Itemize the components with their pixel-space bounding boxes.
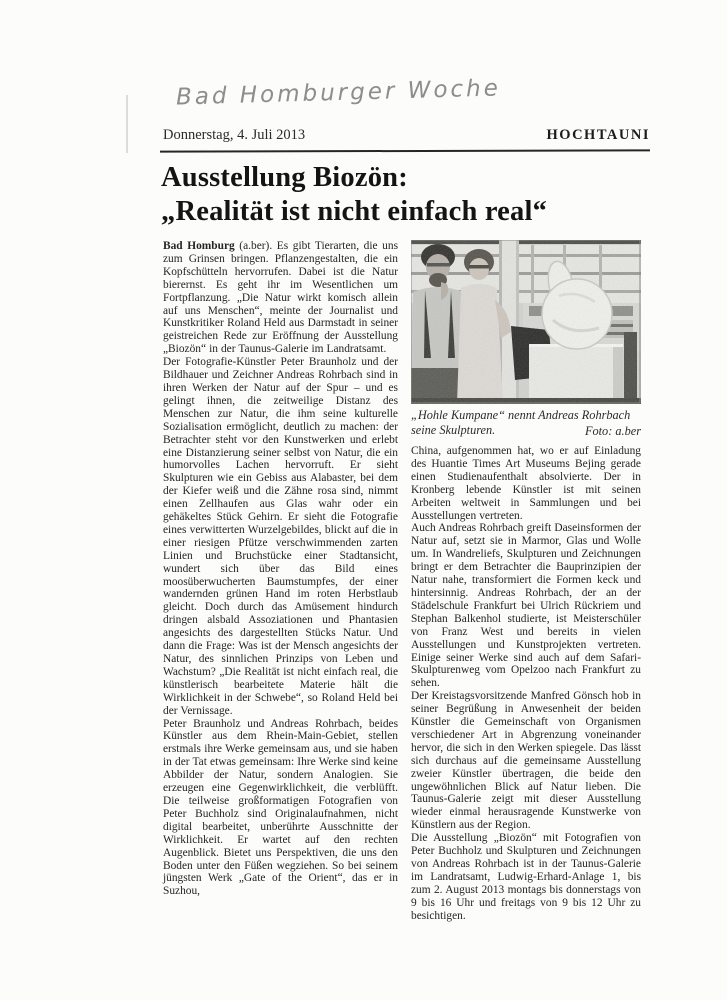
body-paragraph: Der Kreistagsvorsitzende Manfred Gönsch hob in seiner Begrüßung in Anwesenheit der beiden Künstler die Gemeinschaft von Organismen verschiedener Art in Abgrenzung voneinander hervor, die sich in den Werken spiegele. Das lässt sich durchaus auf die gemeinsame Ausstellung zweier Künstler übertragen, die beide den ungewöhnlichen Blick auf Natur lieben. Die Taunus-Galerie zeigt mit dieser Ausstellung wieder einmal herausragende Kunstwerke von Künstlern aus der Region.: [411, 690, 641, 832]
body-paragraph: Die Ausstellung „Biozön“ mit Fotografien von Peter Buchholz und Skulpturen und Zeichnungen von Andreas Rohrbach ist in der Taunus-Galerie im Landratsamt, Ludwig-Erhard-Anlage 1, bis zum 2. August 2013 montags bis donnerstags von 9 bis 16 Uhr und freitags von 9 bis 12 Uhr zu besichtigen.: [411, 832, 641, 922]
left-column: [163, 240, 398, 923]
dateline-row: [163, 127, 650, 144]
lead-location: Bad Homburg: [163, 240, 235, 252]
scan-artifact-line: [126, 95, 128, 153]
lead-text: (a.ber). Es gibt Tierarten, die uns zum Grinsen bringen. Pflanzengestalten, die ein Kopfschütteln hervorrufen. Dabei ist die Natur bierernst. Es geht ihr im Wesentlichen um Fortpflanzung. „Die Natur wirkt komisch allein auf uns Menschen“, meinte der Journalist und Kunstkritiker Roland Held aus Darmstadt in seiner geistreichen Rede zur Eröffnung der Ausstellung „Biozön“ in der Taunus-Galerie im Landratsamt.: [163, 240, 399, 356]
article-photo: [411, 240, 641, 438]
body-paragraph: Der Fotografie-Künstler Peter Braunholz und der Bildhauer und Zeichner Andreas Rohrbach sind in ihren Werken der Natur auf der Spur – und es gelingt ihnen, die zeitweilige Distanz des Menschen zur Natur, die ihm seine kulturelle Sozialisation ermöglicht, deutlich zu machen: der Betrachter steht vor den Kunstwerken und erlebt eine Distanzierung seiner selbst von Natur, die ein humorvolles Lachen hervorruft. Er sieht Skulpturen wie ein Gebiss aus Alabaster, bei dem der Kiefer weiß und die Zähne rosa sind, nimmt einen Zellhaufen aus Glas wahr oder ein gehäkeltes Stück Gehirn. Er sieht die Fotografie eines verwitterten Wurzelgebildes, blickt auf die in einer riesigen Pfütze verschwimmenden zarten Linien und Bruchstücke einer Stadtansicht, wundert sich über das Bild eines moosüberwucherten Baumstumpfes, der einer wandernden grünen Hand im roten Herbstlaub gleicht. Doch durch das Amüsement hindurch dringen alsbald Assoziationen und Phantasien angesichts des dargestellten Stücks Natur. Und dann die Frage: Was ist der Mensch angesichts der Natur, des sinnlichen Prinzips von Leben und Wachstum? „Die Realität ist nicht einfach real, die künstlerisch bearbeitete Materie hält die Wirklichkeit in der Schwebe“, so Roland Held bei der Vernissage.: [163, 356, 398, 717]
dateline: Donnerstag, 4. Juli 2013: [163, 127, 306, 143]
masthead-title: HOCHTAUNI: [546, 127, 650, 143]
body-paragraph: China, aufgenommen hat, wo er auf Einladung des Huantie Times Art Museums Bejing gerade einen Studienaufenthalt absolvierte. Der in Kronberg lebende Künstler ist mit seinen Arbeiten weltweit in Sammlungen und bei Ausstellungen vertreten.: [411, 445, 641, 522]
photo-illustration: [411, 240, 641, 404]
photo-credit: Foto: a.ber: [584, 423, 641, 438]
body-paragraph: Auch Andreas Rohrbach greift Daseinsformen der Natur auf, setzt sie in Marmor, Glas und Wolle um. In Wandreliefs, Skulpturen und Zeichnungen bringt er dem Betrachter die Bauprinzipien der Natur nahe, transformiert die Formen keck und hintersinnig. Andreas Rohrbach, der an der Städelschule Frankfurt bei Ulrich Rückriem und Stephan Balkenhol studierte, ist Meisterschüler von Franz West und bereits in vielen Ausstellungen und Kunstprojekten vertreten. Einige seiner Werke sind auch auf dem Safari-Skulpturenweg vom Opelzoo nach Frankfurt zu sehen.: [411, 522, 641, 690]
right-column: [411, 240, 641, 923]
lead-paragraph: [163, 240, 398, 356]
headline-line-2: „Realität ist nicht einfach real“: [161, 196, 548, 227]
photo-caption: [411, 408, 641, 438]
headline-line-1: Ausstellung Biozön:: [161, 162, 408, 193]
photo-grain: [411, 240, 641, 404]
article-headline: [161, 161, 661, 229]
handwritten-source-note: Bad Homburger Woche: [175, 75, 502, 111]
body-paragraph: Peter Braunholz und Andreas Rohrbach, beides Künstler aus dem Rhein-Main-Gebiet, stellen erstmals ihre Werke gemeinsam aus, und sie haben in der Tat etwas gemeinsam: Ihre Werke sind keine Abbilder der Natur, sondern Analogien. Sie erzeugen eine Gegenwirklichkeit, die verblüfft. Die teilweise großformatigen Fotografien von Peter Buchholz sind Originalaufnahmen, nicht digital bearbeitet, unberührte Ausschnitte der Wirklichkeit. Er wartet auf den rechten Augenblick. Bietet uns Perspektiven, die uns den Boden unter den Füßen wegziehen. So bei seinem jüngsten Werk „Gate of the Orient“, das er in Suzhou,: [163, 717, 398, 898]
header-rule: [160, 149, 650, 152]
article-body: [163, 240, 641, 923]
photo-caption-text: „Hohle Kumpane“ nennt Andreas Rohrbach seine Skulpturen.: [411, 408, 631, 437]
